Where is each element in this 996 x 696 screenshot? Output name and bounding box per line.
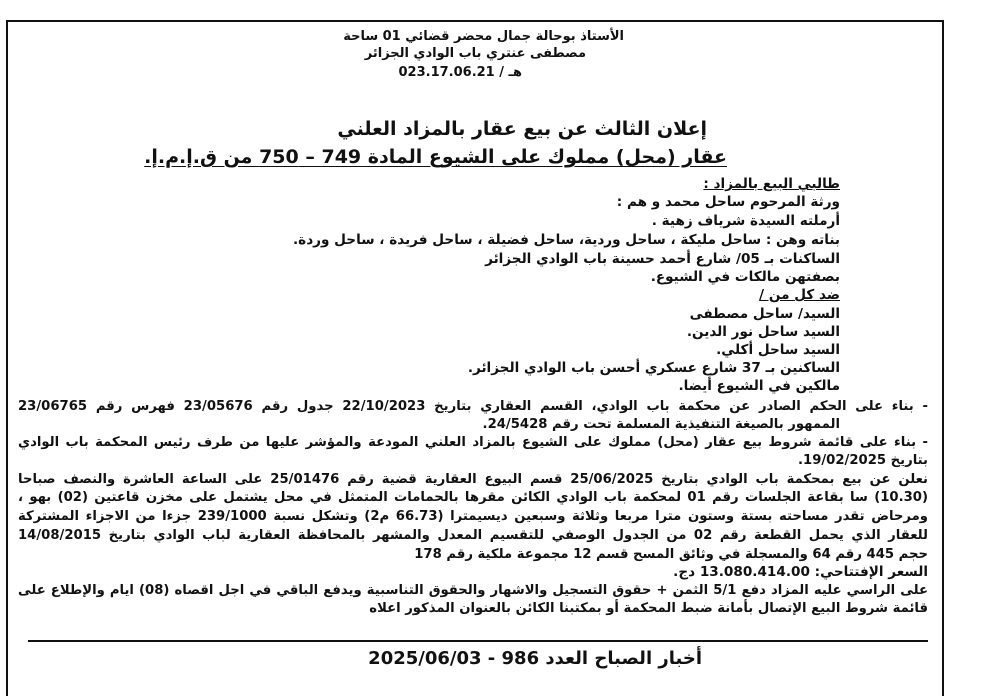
sellers-heading: طالبي البيع بالمزاد : [703, 176, 840, 192]
basis-judgment-line1: - بناء على الحكم الصادر عن محكمة باب الوادي، القسم العقاري بتاريخ 22/10/2023 جدول رقم 23/05676 فهرس رقم 23/06765 [18, 399, 928, 414]
announcement-line2: (10.30) سا بقاعة الجلسات رقم 01 لمحكمة باب الوادي الكائن مقرها بالحمامات المتمثل في محل يشتمل على مخزن قاعتين (02) بهو ، [18, 490, 928, 505]
announcement-line5: حجم 445 رقم 64 والمسجلة في وثائق المسح قسم 12 مجموعة ملكية رقم 178 [414, 547, 928, 562]
notice-title: إعلان الثالث عن بيع عقار بالمزاد العلني [337, 118, 707, 140]
owner-2: السيد ساحل نور الدين. [686, 324, 840, 340]
sellers-address: الساكنات بـ 05/ شارع أحمد حسينة باب الوادي الجزائر [485, 251, 840, 267]
bailiff-address: مصطفى عنتري باب الوادي الجزائر [364, 46, 586, 61]
footer-divider [28, 640, 928, 642]
daughters-line: بناته وهن : ساحل مليكة ، ساحل وردية، ساحل فضيلة ، ساحل فريدة ، ساحل وردة. [293, 232, 840, 248]
announcement-line3: ومرحاض تقدر مساحته بستة وستون مترا مربعا وثلاثة وسبعين ديسيمترا (66.73 م2) وتشكل نسبة 239/1000 جزءا من الاجزاء المشتركة [18, 509, 928, 524]
heirs-line: ورثة المرحوم ساحل محمد و هم : [616, 194, 840, 210]
terms-line2: قائمة شروط البيع الإتصال بأمانة ضبط المحكمة أو بمكتبنا الكائن بالعنوان المذكور اعلاه [369, 601, 928, 616]
against-heading: ضد كل من / [759, 287, 840, 303]
owners-address: الساكنين بـ 37 شارع عسكري أحسن باب الوادي الجزائر. [467, 360, 840, 376]
owners-capacity: مالكين في الشيوع أيضا. [678, 378, 840, 394]
bailiff-phone: هـ / 023.17.06.21 [398, 65, 522, 80]
owner-1: السيد/ ساحل مصطفى [689, 306, 840, 322]
widow-line: أرملته السيدة شرياف زهية . [651, 213, 840, 229]
opening-price: السعر الإفتتاحي: 13.080.414.00 دج. [673, 564, 928, 580]
sellers-capacity: بصفتهن مالكات في الشيوع. [650, 269, 840, 285]
publication-footer: أخبار الصباح العدد 986 - 2025/06/03 [368, 648, 702, 669]
notice-subtitle: عقار (محل) مملوك على الشيوع المادة 749 – 750 من ق.إ.م.إ. [144, 146, 727, 168]
basis-conditions-line2: بتاريخ 19/02/2025. [798, 453, 928, 468]
notice-page [6, 20, 944, 696]
basis-judgment-line2: الممهور بالصيغة التنفيذية المسلمة تحت رقم 24/5428. [482, 417, 840, 432]
owner-3: السيد ساحل أكلي. [716, 342, 840, 358]
announcement-line1: نعلن عن بيع بمحكمة باب الوادي بتاريخ 25/06/2025 قسم البيوع العقارية قضية رقم 25/01476 على الساعة العاشرة والنصف صباحا [18, 472, 929, 487]
basis-conditions-line1: - بناء على قائمة شروط بيع عقار (محل) مملوك على الشيوع بالمزاد العلني المودعة والمؤشر عليها من طرف رئيس المحكمة باب الوادي [18, 435, 928, 450]
terms-line1: على الراسي عليه المزاد دفع 5/1 الثمن + حقوق التسجيل والاشهار والحقوق التناسبية ويدفع الباقي في اجل اقصاه (08) ايام والإطلاع على [18, 583, 928, 598]
bailiff-name: الأستاذ بوحالة جمال محضر قضائي 01 ساحة [343, 29, 624, 44]
announcement-line4: للعقار الذي يحمل القطعة رقم 02 من الجدول الوصفي للتقسيم المعدل والمشهر بالمحافظة العقارية لباب الوادي بتاريخ 14/08/2015 [18, 528, 928, 543]
